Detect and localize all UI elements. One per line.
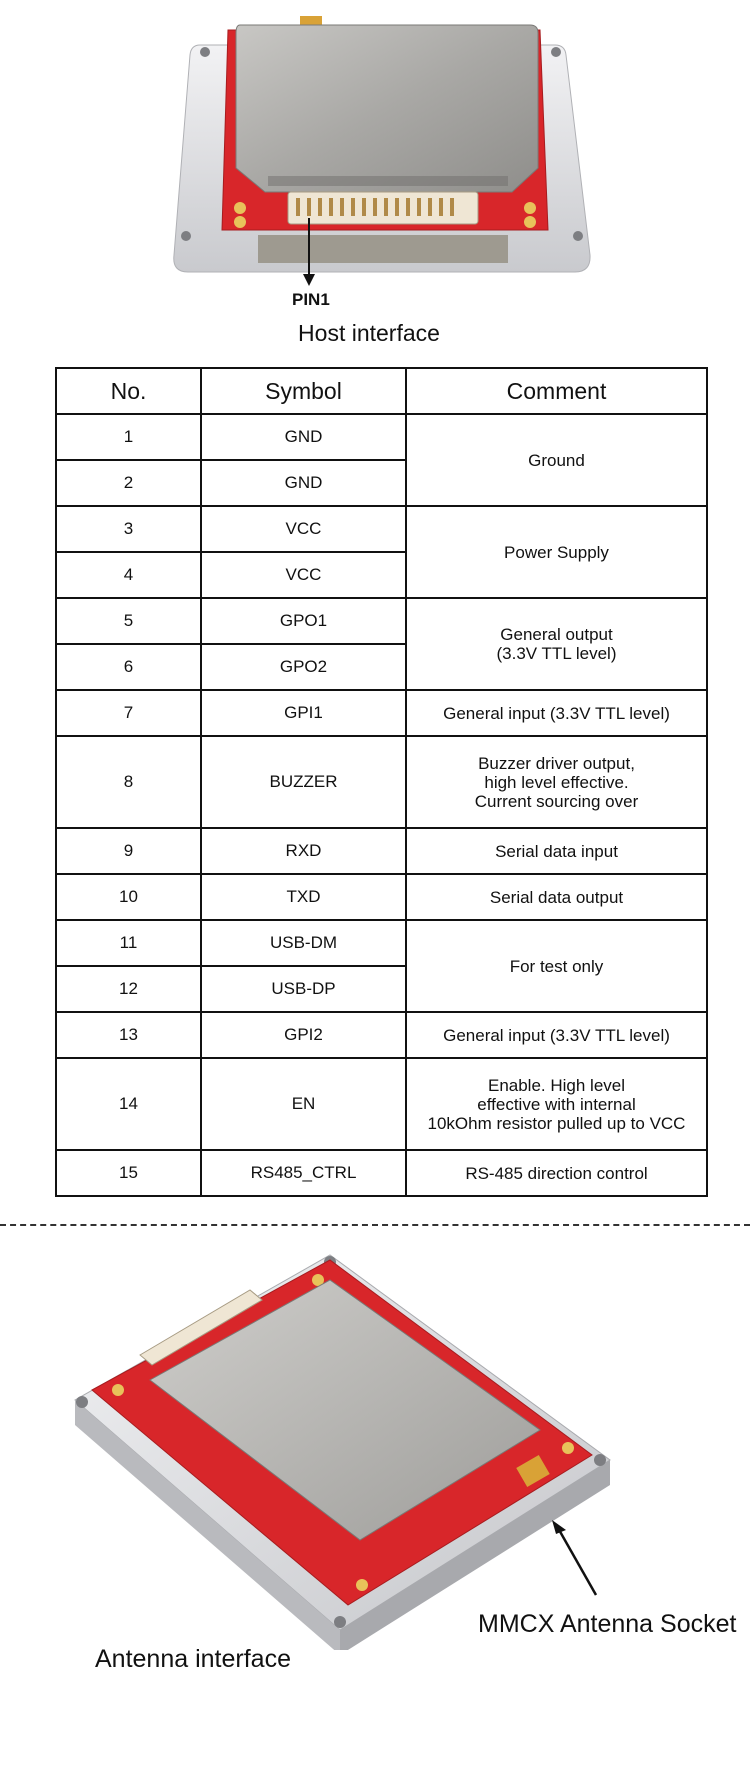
comment-line: effective with internal [477,1094,636,1114]
table-header-row [56,368,707,414]
pin-symbol: RS485_CTRL [201,1150,406,1196]
pin-number: 5 [56,598,201,644]
table-row [56,506,707,552]
module-angled-photo [0,1230,750,1650]
comment-line: Enable. High level [487,1075,626,1095]
comment-line: General output [500,625,613,644]
pin-number: 10 [56,874,201,920]
pin-number: 8 [56,736,201,828]
pin-number: 4 [56,552,201,598]
pin-symbol: TXD [201,874,406,920]
pin-symbol: USB-DP [201,966,406,1012]
header-symbol: Symbol [201,368,406,414]
pin-symbol: GND [201,414,406,460]
antenna-interface-caption: Antenna interface [95,1645,291,1673]
pin-comment [406,1058,707,1150]
table-row [56,414,707,460]
pin-symbol: GPO1 [201,598,406,644]
metal-shield [236,25,538,192]
pin-number: 14 [56,1058,201,1150]
pin-comment: Serial data output [406,874,707,920]
pin-table [55,367,708,1197]
table-row [56,1150,707,1196]
pin-comment: For test only [406,920,707,1012]
table-row [56,920,707,966]
table-row [56,1058,707,1150]
pin-symbol: GPI2 [201,1012,406,1058]
module-top-photo [0,0,750,320]
pin1-label: PIN1 [292,290,330,309]
pin-number: 9 [56,828,201,874]
pin-symbol: GPO2 [201,644,406,690]
header-no: No. [56,368,201,414]
pin-comment: Serial data input [406,828,707,874]
pin-number: 7 [56,690,201,736]
pin-symbol: BUZZER [201,736,406,828]
comment-line: 10kOhm resistor pulled up to VCC [427,1113,686,1133]
mmcx-socket-caption: MMCX Antenna Socket [478,1610,737,1638]
dashed-separator [0,1224,750,1226]
comment-line: (3.3V TTL level) [496,644,617,663]
table-row [56,690,707,736]
pin-comment [406,736,707,828]
table-row [56,736,707,828]
table-row [56,598,707,644]
pin-number: 11 [56,920,201,966]
pin-number: 12 [56,966,201,1012]
pin-symbol: VCC [201,552,406,598]
pin-symbol: RXD [201,828,406,874]
pin-number: 15 [56,1150,201,1196]
pin-symbol: GPI1 [201,690,406,736]
host-interface-caption: Host interface [298,320,440,346]
pin-comment: Power Supply [406,506,707,598]
comment-line: high level effective. [484,772,629,792]
host-connector [288,192,478,224]
pin-comment: Ground [406,414,707,506]
pin-number: 13 [56,1012,201,1058]
pin-symbol: GND [201,460,406,506]
comment-line: Buzzer driver output, [478,753,635,773]
pin-comment: General input (3.3V TTL level) [406,1012,707,1058]
pin-number: 6 [56,644,201,690]
header-comment: Comment [406,368,707,414]
table-row [56,874,707,920]
pin-comment [406,598,707,690]
socket-arrow [558,1528,596,1595]
table-row [56,828,707,874]
comment-line: Current sourcing over [474,791,639,811]
pin-number: 2 [56,460,201,506]
pin-symbol: EN [201,1058,406,1150]
pin-symbol: VCC [201,506,406,552]
pin-comment: RS-485 direction control [406,1150,707,1196]
pin-number: 1 [56,414,201,460]
table-row [56,1012,707,1058]
pin-symbol: USB-DM [201,920,406,966]
pin-comment: General input (3.3V TTL level) [406,690,707,736]
pin-number: 3 [56,506,201,552]
